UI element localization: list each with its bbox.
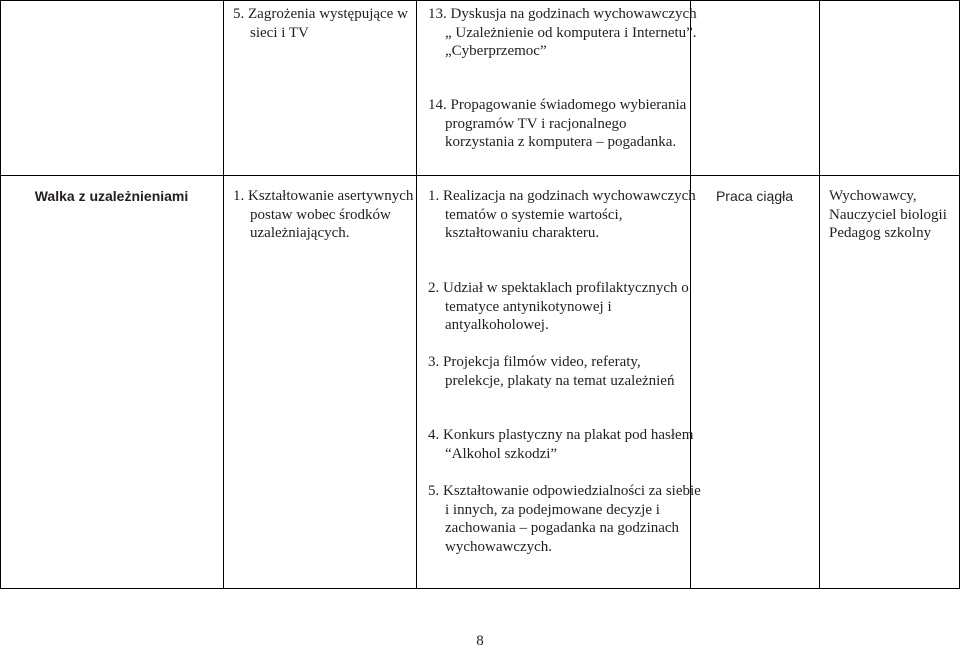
task-item-1: 1. Realizacja na godzinach wychowawczych tematów o systemie wartości, kształtowaniu charakteru. <box>428 188 696 241</box>
section-heading: Walka z uzależnieniami <box>34 188 189 204</box>
col-border-4 <box>819 0 820 589</box>
top-row-item-13: 13. Dyskusja na godzinach wychowawczych „ Uzależnienie od komputera i Internetu”. „Cyberprzemoc” <box>428 6 697 59</box>
col-border-2 <box>416 0 417 589</box>
page-number: 8 <box>476 633 484 649</box>
table-bottom-border <box>0 588 960 589</box>
timeframe-text: Praca ciągła <box>715 188 794 204</box>
task-item-3: 3. Projekcja filmów video, referaty, prelekcje, plakaty na temat uzależnień <box>428 354 675 389</box>
col-border-1 <box>223 0 224 589</box>
task-item-2: 2. Udział w spektaklach profilaktycznych o tematyce antynikotynowej i antyalkoholowej. <box>428 280 689 333</box>
task-item-4: 4. Konkurs plastyczny na plakat pod hasłem “Alkohol szkodzi” <box>428 427 694 462</box>
top-row-col2-text: 5. Zagrożenia występujące w sieci i TV <box>233 6 408 41</box>
row-divider <box>0 175 960 176</box>
responsible-text: Wychowawcy, Nauczyciel biologii Pedagog szkolny <box>829 188 947 241</box>
task-item-5: 5. Kształtowanie odpowiedzialności za siebie i innych, za podejmowane decyzje i zachowania – pogadanka na godzinach wychowawczych. <box>428 483 701 555</box>
table-top-border <box>0 0 960 1</box>
top-row-item-14: 14. Propagowanie świadomego wybierania programów TV i racjonalnego korzystania z komputera – pogadanka. <box>428 97 687 150</box>
col-border-0 <box>0 0 1 589</box>
goal-text: 1. Kształtowanie asertywnych postaw wobec środków uzależniających. <box>233 188 414 241</box>
